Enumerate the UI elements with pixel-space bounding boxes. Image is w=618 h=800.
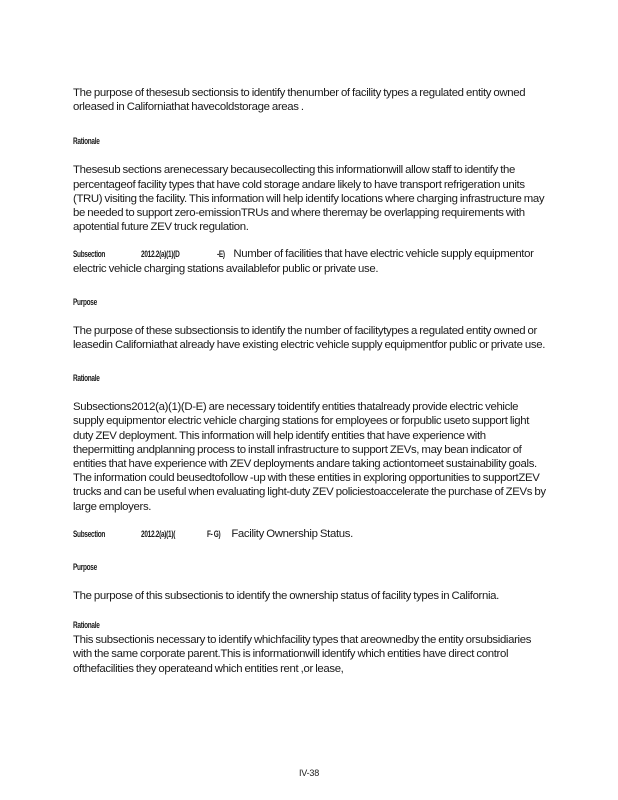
- purpose-paragraph-ownership: The purpose of this subsectionis to identify the ownership status of facility types in California.: [73, 590, 499, 603]
- subsection-heading-d-e: [73, 247, 549, 275]
- subsection-heading-f-g: [73, 527, 549, 541]
- subsection-reference: 2012.2(a)(1)(D: [141, 249, 180, 260]
- purpose-paragraph-evse: The purpose of these subsectionsis to identify the number of facilitytypes a regulated entity owned or leasedin Californiathat already have existing electric vehicle supply equipmentfor public or private use.: [73, 324, 546, 352]
- page-number: IV-38: [298, 768, 319, 778]
- subsection-title: Number of facilities that have electric vehicle supply equipmentor electric vehicle charging stations availablefor public or private use.: [73, 248, 534, 275]
- purpose-paragraph-cold-storage: The purpose of thesesub sectionsis to identify thenumber of facility types a regulated entity owned orleased in Californiathat havecoldstorage areas .: [73, 87, 526, 114]
- rationale-paragraph-evse: Subsections2012(a)(1)(D-E) are necessary toidentify entities thatalready provide electric vehicle supply equipmentor electric vehicle charging stations for employees or forpublic useto support light duty ZEV deployment. This information will help identify entities that have experience with thepermitting andplanning process to install infrastructure to support ZEVs, may bean indicator of entities that have experience with ZEV deployments andare taking actiontomeet sustainability goals. The information could beusedtofollow -up with these entities in exploring opportunities to supportZEV trucks and can be useful when evaluating light-duty ZEV policiestoaccelerate the purchase of ZEVs by large employers.: [73, 401, 546, 513]
- rationale-heading: Rationale: [73, 620, 100, 631]
- subsection-label: Subsection: [73, 528, 106, 539]
- subsection-reference: 2012.2(a)(1)(: [141, 528, 176, 539]
- rationale-paragraph-cold-storage: Thesesub sections arenecessary becausecollecting this informationwill allow staff to identify the percentageof facility types that have cold storage andare likely to have transport refrigeration units (TRU) visiting the facility. This information will help identify locations where charging infrastructure may be needed to support zero-emissionTRUs and where theremay be overlapping requirements with apotential future ZEV truck regulation.: [73, 164, 545, 234]
- subsection-reference-suffix: F- G): [207, 528, 221, 539]
- purpose-heading: Purpose: [73, 562, 97, 573]
- rationale-heading: Rationale: [73, 136, 100, 147]
- subsection-label: Subsection: [73, 249, 106, 260]
- rationale-paragraph-ownership: This subsectionis necessary to identify whichfacility types that areownedby the entity orsubsidiaries with the same corporate parent.This is informationwill identify which entities have direct control ofthefacilities they operateand which entities rent ,or lease,: [73, 634, 532, 675]
- document-body: [73, 86, 549, 676]
- subsection-title: Facility Ownership Status.: [231, 527, 353, 540]
- purpose-heading: Purpose: [73, 296, 97, 307]
- subsection-reference-suffix: -E): [217, 249, 225, 260]
- rationale-heading: Rationale: [73, 373, 100, 384]
